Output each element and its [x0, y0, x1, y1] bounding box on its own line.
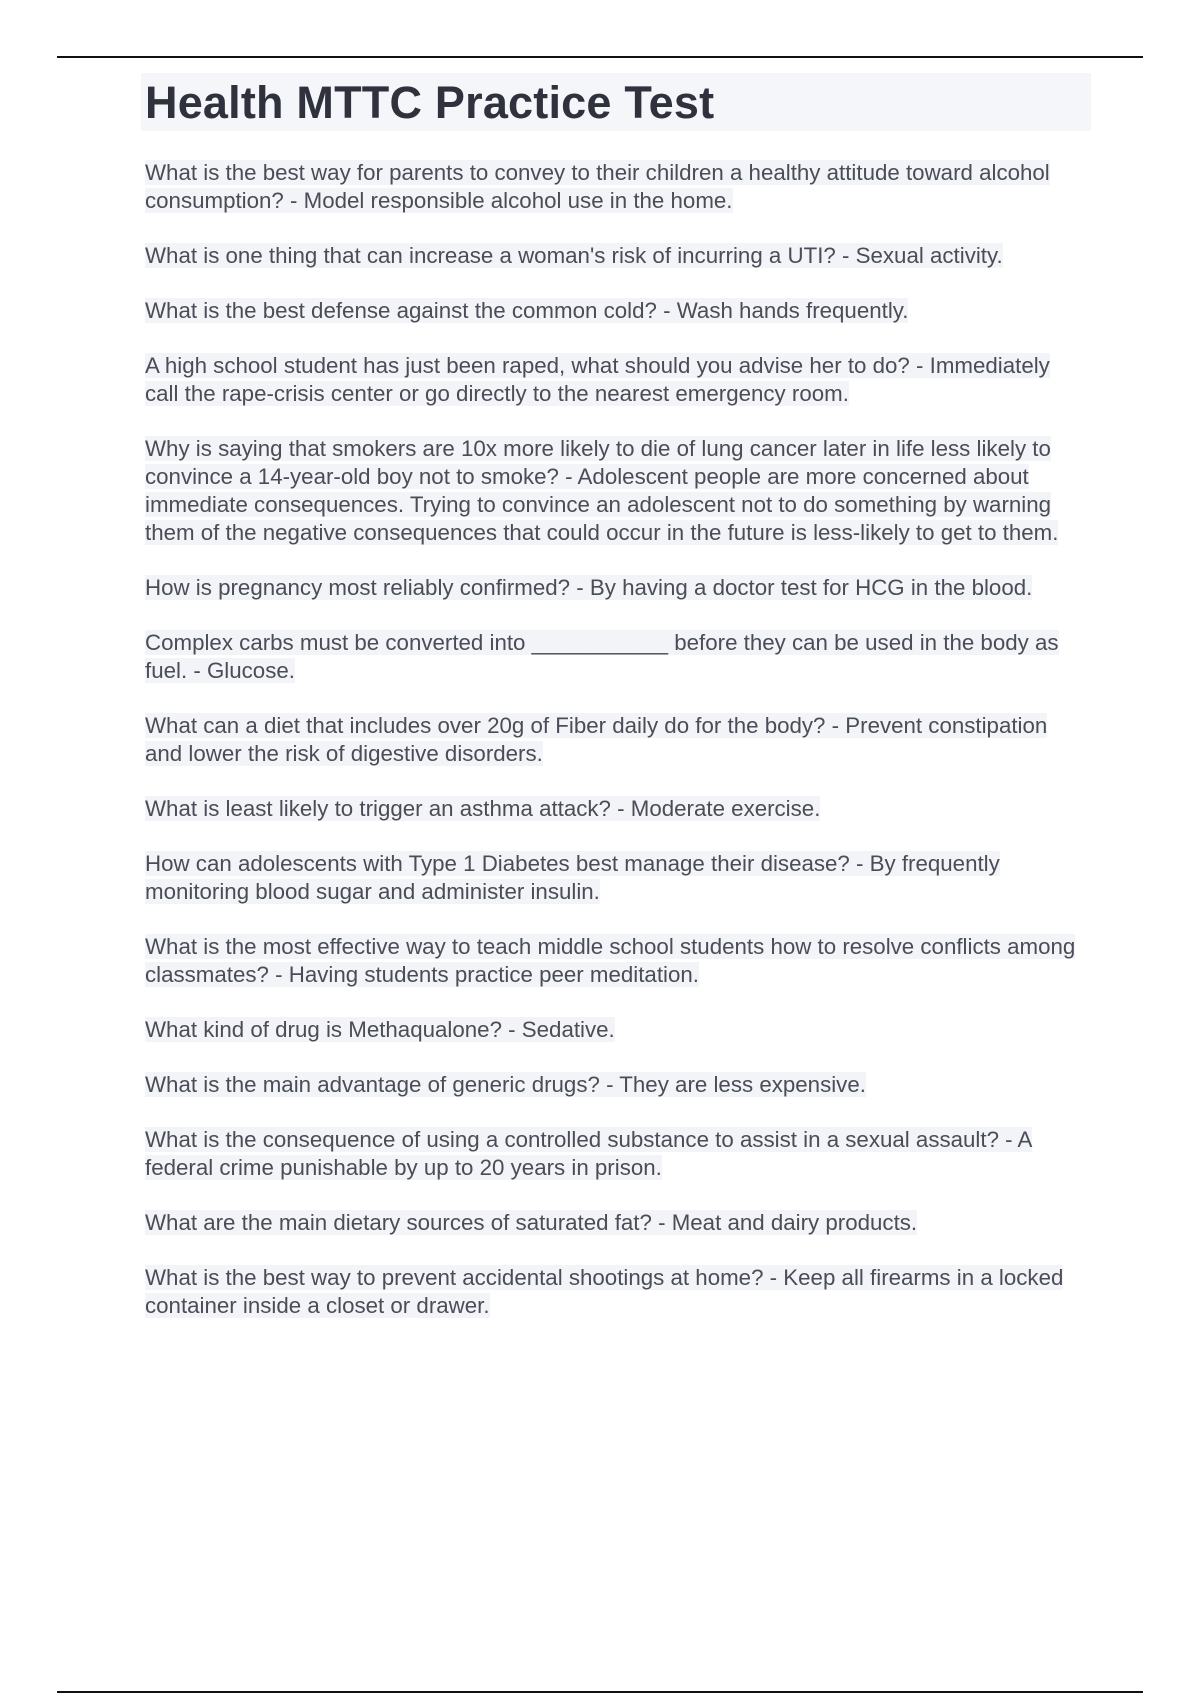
- qa-text: What is the most effective way to teach middle school students how to resolve conflicts among classmates? - Having students practice peer meditation.: [145, 934, 1076, 987]
- qa-list: [141, 159, 1091, 1320]
- qa-item: [141, 850, 1091, 906]
- qa-text: What is the consequence of using a controlled substance to assist in a sexual assault? - A federal crime punishable by up to 20 years in prison.: [145, 1127, 1033, 1180]
- qa-text: What is one thing that can increase a woman's risk of incurring a UTI? - Sexual activity.: [145, 243, 1003, 268]
- qa-item: [141, 435, 1091, 547]
- qa-item: [141, 297, 1091, 325]
- qa-text: What can a diet that includes over 20g of Fiber daily do for the body? - Prevent constipation and lower the risk of digestive disorders.: [145, 713, 1048, 766]
- document-body: [141, 73, 1091, 1347]
- qa-item: [141, 629, 1091, 685]
- qa-text: What is least likely to trigger an asthma attack? - Moderate exercise.: [145, 796, 821, 821]
- qa-item: [141, 1209, 1091, 1237]
- qa-item: [141, 1016, 1091, 1044]
- top-rule: [57, 56, 1143, 58]
- qa-text: What is the best way to prevent accidental shootings at home? - Keep all firearms in a locked container inside a closet or drawer.: [145, 1265, 1064, 1318]
- qa-item: [141, 1126, 1091, 1182]
- qa-item: [141, 574, 1091, 602]
- qa-text: What are the main dietary sources of saturated fat? - Meat and dairy products.: [145, 1210, 918, 1235]
- qa-text: What is the main advantage of generic drugs? - They are less expensive.: [145, 1072, 866, 1097]
- qa-item: [141, 795, 1091, 823]
- qa-text: What is the best way for parents to convey to their children a healthy attitude toward alcohol consumption? - Model responsible alcohol use in the home.: [145, 160, 1050, 213]
- qa-item: [141, 1071, 1091, 1099]
- qa-item: [141, 242, 1091, 270]
- qa-text: A high school student has just been raped, what should you advise her to do? - Immediately call the rape-crisis center or go directly to the nearest emergency room.: [145, 353, 1050, 406]
- qa-text: How is pregnancy most reliably confirmed? - By having a doctor test for HCG in the blood.: [145, 575, 1033, 600]
- qa-text: What is the best defense against the common cold? - Wash hands frequently.: [145, 298, 909, 323]
- page-title: Health MTTC Practice Test: [141, 73, 1091, 131]
- qa-text: Complex carbs must be converted into ___________ before they can be used in the body as fuel. - Glucose.: [145, 630, 1059, 683]
- qa-item: [141, 159, 1091, 215]
- qa-text: Why is saying that smokers are 10x more likely to die of lung cancer later in life less likely to convince a 14-year-old boy not to smoke? - Adolescent people are more concerned about immediate consequences. Trying to convince an adolescent not to do something by warning them of the negative consequences that could occur in the future is less-likely to get to them.: [145, 436, 1059, 545]
- qa-item: [141, 1264, 1091, 1320]
- qa-text: What kind of drug is Methaqualone? - Sedative.: [145, 1017, 615, 1042]
- qa-item: [141, 933, 1091, 989]
- qa-item: [141, 712, 1091, 768]
- qa-text: How can adolescents with Type 1 Diabetes best manage their disease? - By frequently monitoring blood sugar and administer insulin.: [145, 851, 1000, 904]
- qa-item: [141, 352, 1091, 408]
- bottom-rule: [57, 1691, 1143, 1693]
